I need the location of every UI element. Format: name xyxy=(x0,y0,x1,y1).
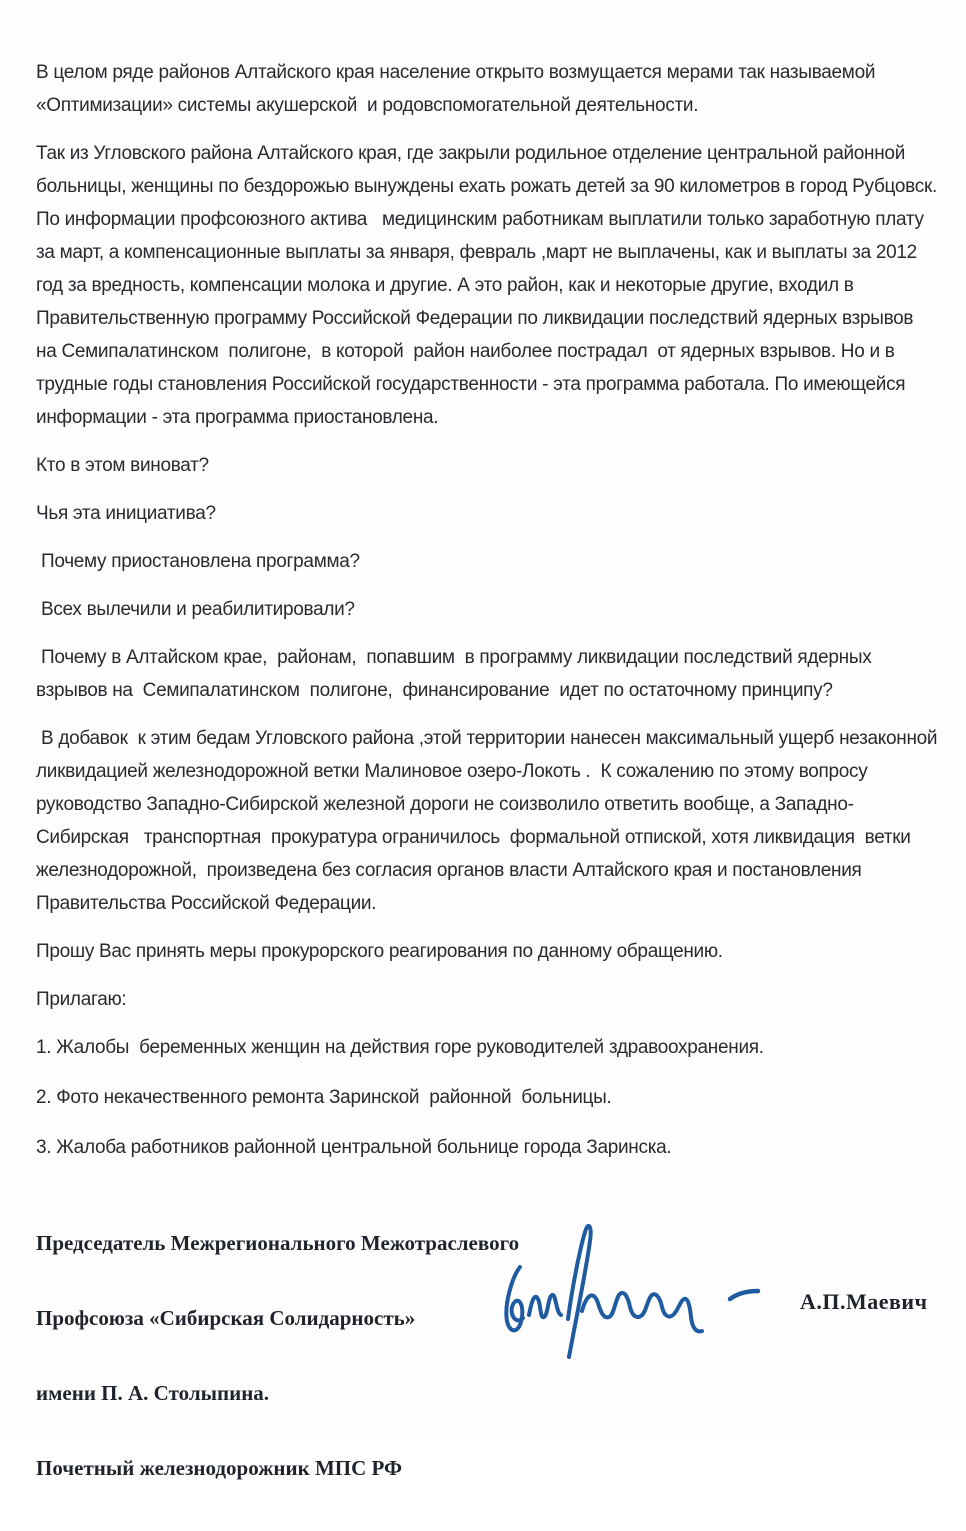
signer-title-block xyxy=(36,1181,938,1531)
paragraph-uglovsky-district: Так из Угловского района Алтайского края, где закрыли родильное отделение центральной районной больницы, женщины по бездорожью вынуждены ехать рожать детей за 90 километров в город Рубцовск. По информации профсоюзного актива медицинским работникам выплатили только заработную плату за март, а компенсационные выплаты за января, февраль ,март не выплачены, как и выплаты за 2012 год за вредность, компенсации молока и другие. А это район, как и некоторые другие, входил в Правительственную программу Российской Федерации по ликвидации последствий ядерных взрывов на Семипалатинском полигоне, в которой район наиболее пострадал от ядерных взрывов. Но и в трудные годы становления Российской государственности - эта программа работала. По имеющейся информации - эта программа приостановлена. xyxy=(36,143,947,428)
signer-title-line: Почетный железнодорожник МПС РФ xyxy=(36,1456,403,1480)
signer-name: А.П.Маевич xyxy=(800,1289,928,1314)
handwritten-signature-icon xyxy=(498,1219,778,1369)
question-residual-financing: Почему в Алтайском крае, районам, попавшим в программу ликвидации последствий ядерных взрывов на Семипалатинском полигоне, финансирование идет по остаточному принципу? xyxy=(36,647,877,701)
paragraph-intro: В целом ряде районов Алтайского края население открыто возмущается мерами так называемой «Оптимизации» системы акушерской и родовспомогательной деятельности. xyxy=(36,62,881,116)
attachments-heading: Прилагаю: xyxy=(36,989,127,1010)
question-why-suspended: Почему приостановлена программа? xyxy=(36,551,360,572)
question-whose-initiative: Чья эта инициатива? xyxy=(36,503,216,524)
attachment-item-3: 3. Жалоба работников районной центральной больнице города Заринска. xyxy=(36,1137,672,1158)
signer-title-line: имени П. А. Столыпина. xyxy=(36,1381,270,1405)
signature-area xyxy=(36,1181,938,1480)
paragraph-railway-branch: В добавок к этим бедам Угловского района ,этой территории нанесен максимальный ущерб незаконной ликвидацией железнодорожной ветки Малиновое озеро-Локоть . К сожалению по этому вопросу руководство Западно-Сибирской железной дороги не соизволило ответить вообще, а Западно-Сибирская транспортная прокуратура ограничилось формальной отпиской, хотя ликвидация ветки железнодорожной, произведена без согласия органов власти Алтайского края и постановления Правительства Российской Федерации. xyxy=(36,728,943,914)
signer-title-line: Председатель Межрегионального Межотраслевого xyxy=(36,1231,520,1255)
signer-title-line: Профсоюза «Сибирская Солидарность» xyxy=(36,1306,416,1330)
attachment-item-2: 2. Фото некачественного ремонта Заринской районной больницы. xyxy=(36,1087,612,1108)
question-all-cured: Всех вылечили и реабилитировали? xyxy=(36,599,355,620)
paragraph-request: Прошу Вас принять меры прокурорского реагирования по данному обращению. xyxy=(36,941,723,962)
question-who-is-guilty: Кто в этом виноват? xyxy=(36,455,209,476)
attachment-item-1: 1. Жалобы беременных женщин на действия горе руководителей здравоохранения. xyxy=(36,1037,764,1058)
